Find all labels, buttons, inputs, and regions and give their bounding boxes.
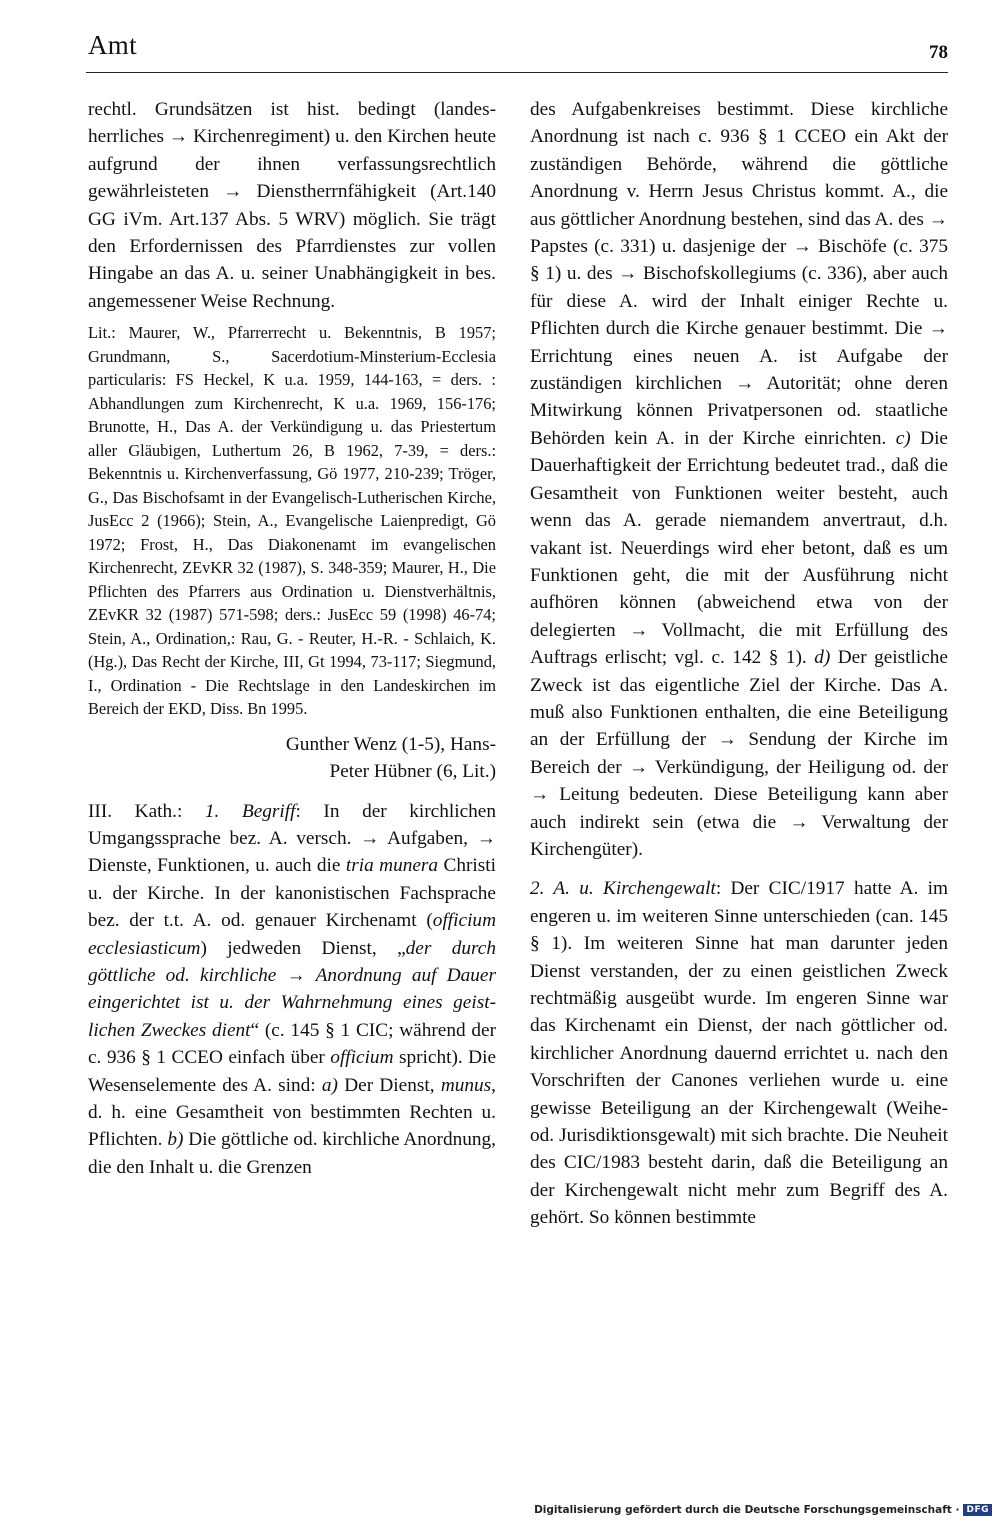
credit-text: Digitalisierung gefördert durch die Deutsche Forschungsgemeinschaft · [534,1504,960,1516]
section-catholic-definition [88,798,496,1182]
header-divider [86,72,948,73]
digitization-credit [534,1504,992,1516]
text-run: ) jedweden Dienst, „ [200,937,406,959]
subsection-heading-kirchengewalt: 2. A. u. Kirchengewalt [530,878,716,900]
text-run: : Der CIC/1917 hatte A. im engeren u. im weiteren Sinne unterschieden (can. 145 § 1). Im weiteren Sinne hat man darunter jeden Dienst verstanden, der zu einen geistlichen Zweck rechtmäßig ausgeübt wurde. Im engeren Sinne war das Kirchenamt ein Dienst, der nach göttlicher od. kirchlicher Anordnung dauernd errichtet u. nach den Vorschriften der Canones verliehen wurde u. eine gewisse Beteiligung an der Kirchengewalt (Weihe- od. Jurisdiktionsgewalt) mit sich brachte. Die Neuheit des CIC/1983 besteht darin, daß die Beteiligung an der Kirchengewalt nicht mehr zum Begriff des A. gehört. So können bestimmte [530,878,948,1229]
paragraph-elements-continued [530,96,948,863]
text-run: Christi u. der Kirche. In der kanonistischen Fachsprache bez. der t.t. A. od. genauer Kirchenamt ( [88,855,496,932]
literature-list: Lit.: Maurer, W., Pfarrerrecht u. Bekenntnis, B 1957; Grundmann, S., Sacerdotium-Minsterium-Ecclesia particularis: FS Heckel, K u.a. 1959, 144-163, = ders. : Abhandlungen zum Kirchenrecht, K u.a. 1969, 156-176; Brunotte, H., Das A. der Verkündigung u. das Priestertum aller Gläubigen, Luthertum 26, B 1962, 7-39, = ders.: Bekenntnis u. Kirchenverfassung, Gö 1977, 210-239; Tröger, G., Das Bischofsamt in der Evangelisch-Lutherischen Kirche, JusEcc 2 (1966); Stein, A., Evangelische Laienpredigt, Gö 1972; Frost, H., Das Diakonenamt im evangelischen Kirchenrecht, ZEvKR 32 (1987), S. 348-359; Maurer, H., Die Pflichten des Pfarrers aus Ordination u. Dienstverhältnis, ZEvKR 32 (1987) 571-598; ders.: JusEcc 59 (1998) 46-74; Stein, A., Ordination,: Rau, G. - Reuter, H.-R. - Schlaich, K. (Hg.), Das Recht der Kirche, III, Gt 1994, 73-117; Siegmund, I., Ordination - Die Rechtslage in den Landeskirchen im Bereich der EKD, Diss. Bn 1995. [88,323,496,719]
italic-term: officium [330,1047,394,1069]
dfg-logo: DFG [963,1504,992,1516]
text-run: Der geistliche Zweck ist das eigentliche Ziel der Kirche. Das A. muß also Funktionen enthalten, die eine Beteiligung an der Erfüllung der → Sendung der Kirche im Bereich der → Verkündigung, der Heiligung od. der → Leitung bedeuten. Diese Beteiligung kann aber auch indirekt sein (etwa die → Verwaltung der Kirchengüter). [530,647,948,860]
italic-term: munus [440,1074,492,1096]
text-run: spricht). Die Wesenselemente des A. sind: [88,1047,496,1096]
paragraph-church-law: rechtl. Grundsätzen ist hist. bedingt (landesherrliches → Kirchenregiment) u. den Kirchen heute aufgrund der ihnen verfassungsrechtlich gewährleisteten → Dienstherrnfähigkeit (Art.140 GG iVm. Art.137 Abs. 5 WRV) möglich. Sie trägt den Erfordernissen des Pfarrdienstes zur vollen Hingabe an das A. u. seiner Unabhängigkeit in bes. angemessener Weise Rechnung. [88,99,496,312]
text-run: : In der kirchlichen Umgangssprache bez. A. versch. → Aufgaben, → Dienste, Funktionen, u. auch die [88,800,496,877]
italic-term: officium ecclesiasticum [88,910,496,959]
text-run: “ (c. 145 § 1 CIC; während der c. 936 § 1 CCEO einfach über [88,1019,496,1069]
author-line-1: Gunther Wenz (1-5), Hans- [285,733,496,755]
right-column [530,96,948,1232]
text-run: Die Dauerhaftigkeit der Errichtung bedeutet trad., daß die Gesamtheit von Funktionen weiter besteht, auch wenn das A. gerade niemandem anvertraut, d.h. vakant ist. Neuerdings wird eher betont, daß es um Funktionen geht, die mit der Ausführung nicht aufhören können (abweichend etwa von der delegierten → Vollmacht, die mit Erfüllung des Auftrags erlischt; vgl. c. 142 § 1). [530,427,948,669]
author-attribution [88,731,496,786]
italic-quotation: der durch göttliche od. kirchliche → Anordnung auf Dauer eingerichtet ist u. der Wahrnehmung eines geistlichen Zweckes dient [88,937,497,1041]
enum-marker: d) [814,647,831,669]
paragraph-church-authority [530,875,948,1231]
left-column [88,96,496,1181]
subsection-heading-begriff: 1. Begriff [204,800,296,822]
page-number: 78 [929,42,948,63]
enum-marker: c) [895,427,911,449]
page-header-title: Amt [88,30,137,60]
author-line-2: Peter Hübner (6, Lit.) [329,761,496,783]
section-label: III. Kath.: [88,800,205,822]
enum-marker: b) [167,1129,184,1151]
text-run: Die göttliche od. kirchliche Anordnung, die den Inhalt u. die Grenzen [88,1129,496,1178]
text-run: Der Dienst, [337,1074,441,1096]
text-run: des Aufgabenkreises bestimmt. Diese kirchliche Anordnung ist nach c. 936 § 1 CCEO ein Akt der zuständigen Behörde, während die göttliche Anordnung v. Herrn Jesus Christus kommt. A., die aus göttlicher Anordnung bestehen, sind das A. des → Papstes (c. 331) u. dasjenige der → Bischöfe (c. 375 § 1) u. des → Bischofskollegiums (c. 336), aber auch für diese A. wird der Inhalt einiger Rechte u. Pflichten durch die Kirche genauer bestimmt. Die → Errichtung eines neuen A. ist Aufgabe der zuständigen kirchlichen → Autorität; ohne deren Mitwirkung können Privatpersonen od. staatliche Behörden kein A. in der Kirche einrichten. [530,99,948,449]
italic-term: tria munera [345,855,439,877]
text-run: , d. h. eine Gesamtheit von bestimmten Rechten u. Pflichten. [88,1074,496,1151]
enum-marker: a) [321,1074,338,1096]
